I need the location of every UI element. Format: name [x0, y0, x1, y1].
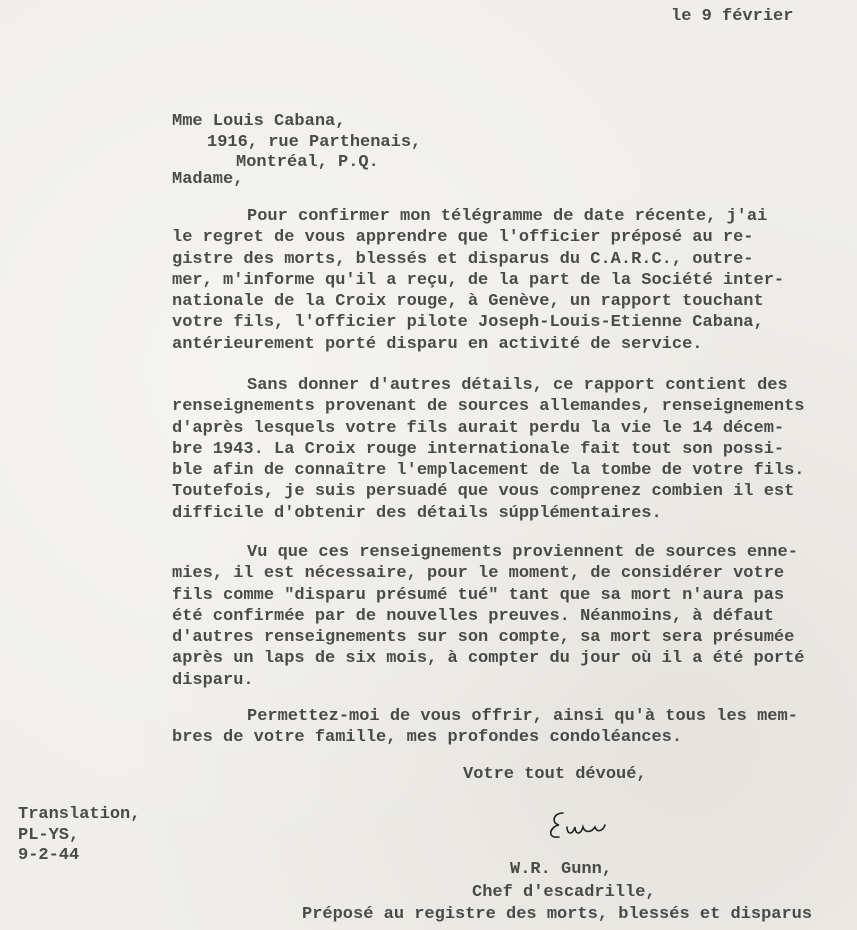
text-line: après un laps de six mois, à compter du jour où il a été porté [172, 649, 805, 669]
closing: Votre tout dévoué, [463, 765, 647, 784]
reference-line: Translation, [18, 805, 141, 824]
signatory-name: W.R. Gunn, [510, 860, 613, 879]
paragraph-2 [172, 375, 805, 524]
text-line: nationale de la Croix rouge, à Genève, un rapport touchant [172, 292, 764, 312]
recipient-city: Montréal, P.Q. [236, 153, 379, 172]
text-line: disparu. [172, 670, 254, 690]
reference-line: 9-2-44 [18, 846, 80, 865]
date: le 9 février [671, 7, 794, 26]
text-line: Pour confirmer mon télégramme de date récente, j'ai [247, 207, 768, 226]
text-line: bre 1943. La Croix rouge internationale fait tout son possi- [172, 439, 785, 459]
recipient-street: 1916, rue Parthenais, [207, 133, 422, 152]
text-line: votre fils, l'officier pilote Joseph-Louis-Etienne Cabana, [172, 313, 764, 333]
text-line: mies, il est nécessaire, pour le moment, de considérer votre [172, 564, 785, 584]
recipient-name: Mme Louis Cabana, [172, 112, 346, 131]
text-line: Toutefois, je suis persuadé que vous comprenez combien il est [172, 482, 795, 502]
text-line: Sans donner d'autres détails, ce rapport contient des [247, 376, 788, 395]
text-line: fils comme "disparu présumé tué" tant que sa mort n'aura pas [172, 585, 785, 605]
text-line: Vu que ces renseignements proviennent de sources enne- [247, 543, 798, 562]
text-line: le regret de vous apprendre que l'officier préposé au re- [172, 228, 754, 248]
reference-line: PL-YS, [18, 826, 80, 845]
handwritten-signature [545, 805, 615, 850]
signatory-rank: Chef d'escadrille, [472, 883, 656, 902]
text-line: Permettez-moi de vous offrir, ainsi qu'à tous les mem- [247, 707, 798, 726]
text-line: d'autres renseignements sur son compte, sa mort sera présumée [172, 628, 795, 648]
text-line: mer, m'informe qu'il a reçu, de la part de la Société inter- [172, 270, 785, 290]
text-line: difficile d'obtenir des détails súpplémentaires. [172, 503, 662, 523]
text-line: antérieurement porté disparu en activité de service. [172, 334, 703, 354]
text-line: été confirmée par de nouvelles preuves. Néanmoins, à défaut [172, 606, 774, 626]
paragraph-1 [172, 206, 784, 355]
text-line: renseignements provenant de sources allemandes, renseignements [172, 397, 805, 417]
text-line: d'après lesquels votre fils aurait perdu la vie le 14 décem- [172, 418, 785, 438]
paragraph-4 [172, 706, 798, 749]
salutation: Madame, [172, 170, 244, 189]
text-line: bres de votre famille, mes profondes condoléances. [172, 728, 683, 748]
signatory-title: Préposé au registre des morts, blessés et disparus [302, 905, 813, 924]
paragraph-3 [172, 542, 805, 691]
text-line: ble afin de connaître l'emplacement de la tombe de votre fils. [172, 461, 805, 481]
text-line: gistre des morts, blessés et disparus du C.A.R.C., outre- [172, 249, 754, 269]
